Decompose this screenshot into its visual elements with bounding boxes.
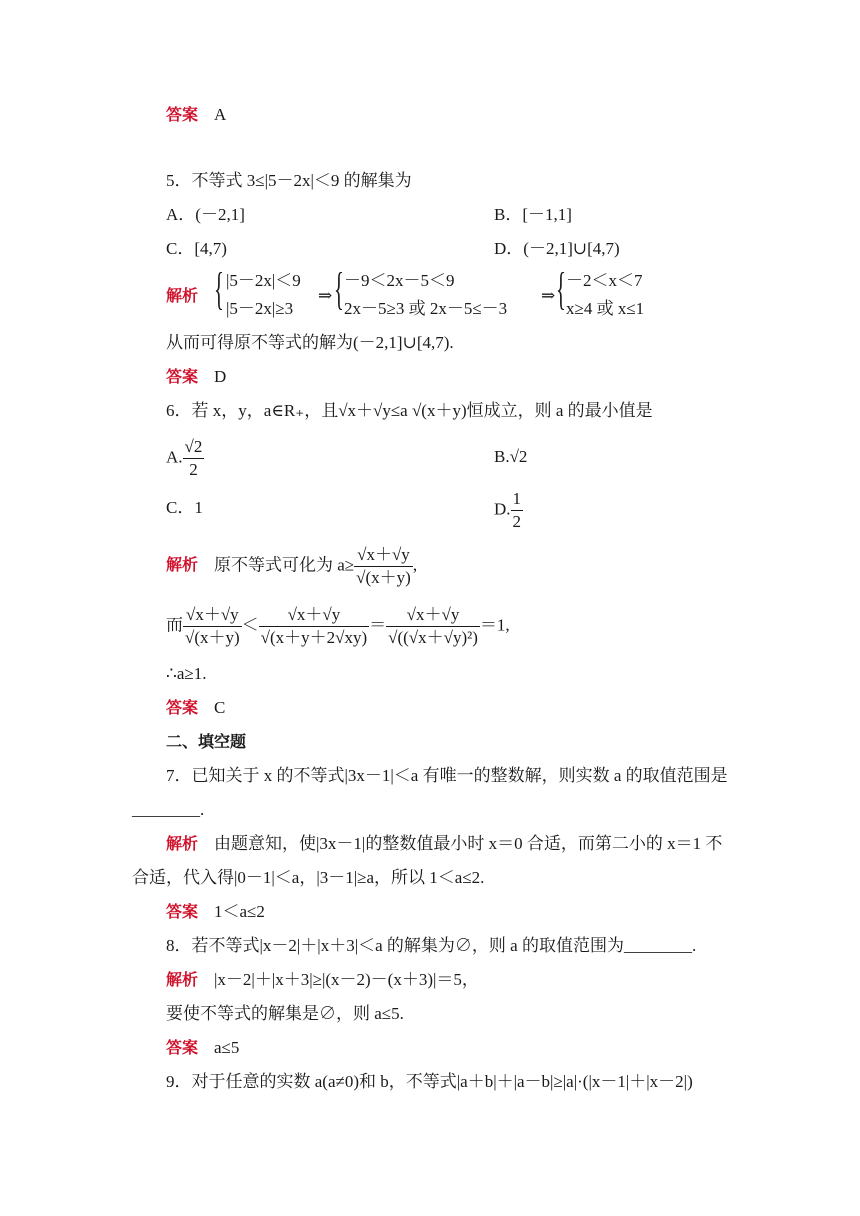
system3-line1: －2＜x＜7 xyxy=(566,271,643,290)
system3-line2: x≥4 或 x≤1 xyxy=(566,299,645,318)
q5-option-c: C．[4,7) xyxy=(166,239,227,258)
q8-solution-line1: 解析 |x－2|＋|x＋3|≥|(x－2)－(x＋3)|＝5， xyxy=(166,970,479,989)
q8-solution-line2: 要使不等式的解集是∅，则 a≤5. xyxy=(166,1004,404,1023)
q6-solution-line1: 解析 原不等式可化为 a≥ $\frac{√x+√y}{√(x+y)}$ , xyxy=(166,545,418,587)
q6-option-a: A. $\frac{√2}{2}$ xyxy=(166,437,203,479)
q6-option-d: D. $\frac{1}{2}$ xyxy=(494,489,522,531)
brace-glyph: { xyxy=(334,263,344,314)
q4-answer-line xyxy=(166,104,226,126)
system1-line1: |5－2x|＜9 xyxy=(226,271,301,290)
answer-label: 答案 xyxy=(166,105,199,124)
question-5-stem: 5．不等式 3≤|5－2x|＜9 的解集为 xyxy=(166,171,412,190)
q6-option-b: B.√2 xyxy=(494,447,528,466)
q7-solution-line2: 合适，代入得|0－1|＜a，|3－1|≥a，所以 1＜a≤2. xyxy=(132,868,485,887)
q5-option-b: B．[－1,1] xyxy=(494,205,572,224)
q5-answer-line: 答案 D xyxy=(166,367,227,386)
question-6-stem: 6．若 x，y，a∈R₊，且√x＋√y≤a √(x＋y)恒成立，则 a 的最小值是 xyxy=(166,401,653,420)
q6-answer-line: 答案 C xyxy=(166,698,226,717)
q6-therefore: ∴a≥1. xyxy=(166,664,207,683)
question-7-stem-line1: 7．已知关于 x 的不等式|3x－1|＜a 有唯一的整数解，则实数 a 的取值范围是 xyxy=(166,766,728,785)
implies-arrow-2: ⇒ xyxy=(541,286,556,305)
q5-solution-label: 解析 xyxy=(166,286,199,305)
brace-glyph: { xyxy=(214,263,224,314)
system1-line2: |5－2x|≥3 xyxy=(226,299,294,318)
system2-line2: 2x－5≥3 或 2x－5≤－3 xyxy=(344,299,508,318)
question-8-stem: 8．若不等式|x－2|＋|x＋3|＜a 的解集为∅，则 a 的取值范围为________. xyxy=(166,936,697,955)
q7-solution-line1: 解析 由题意知，使|3x－1|的整数值最小时 x＝0 合适，而第二小的 x＝1 不 xyxy=(166,834,723,853)
q8-answer-line: 答案 a≤5 xyxy=(166,1038,240,1057)
q5-conclusion: 从而可得原不等式的解为(－2,1]∪[4,7). xyxy=(166,333,454,352)
question-9-stem: 9．对于任意的实数 a(a≠0)和 b，不等式|a＋b|＋|a－b|≥|a|·(|x－1|＋|x－2|) xyxy=(166,1072,693,1091)
q6-option-c: C．1 xyxy=(166,498,203,517)
answer-value: A xyxy=(214,105,227,124)
question-7-stem-line2: ________. xyxy=(132,800,205,819)
implies-arrow-1: ⇒ xyxy=(318,286,333,305)
q6-solution-line2: 而 $\frac{√x+√y}{√(x+y)}$ ＜ $\frac{√x+√y}{√(x+y+2√xy)}$ ＝ $\frac{√x+√y}{\text{√((√x＋√y)²)}}$ ＝1, xyxy=(166,605,510,647)
q5-option-d: D．(－2,1]∪[4,7) xyxy=(494,239,620,258)
brace-glyph: { xyxy=(556,263,566,314)
q5-option-a: A．(－2,1] xyxy=(166,205,245,224)
section-title: 二、填空题 xyxy=(166,732,247,751)
system2-line1: －9＜2x－5＜9 xyxy=(344,271,455,290)
q7-answer-line: 答案 1＜a≤2 xyxy=(166,902,265,921)
